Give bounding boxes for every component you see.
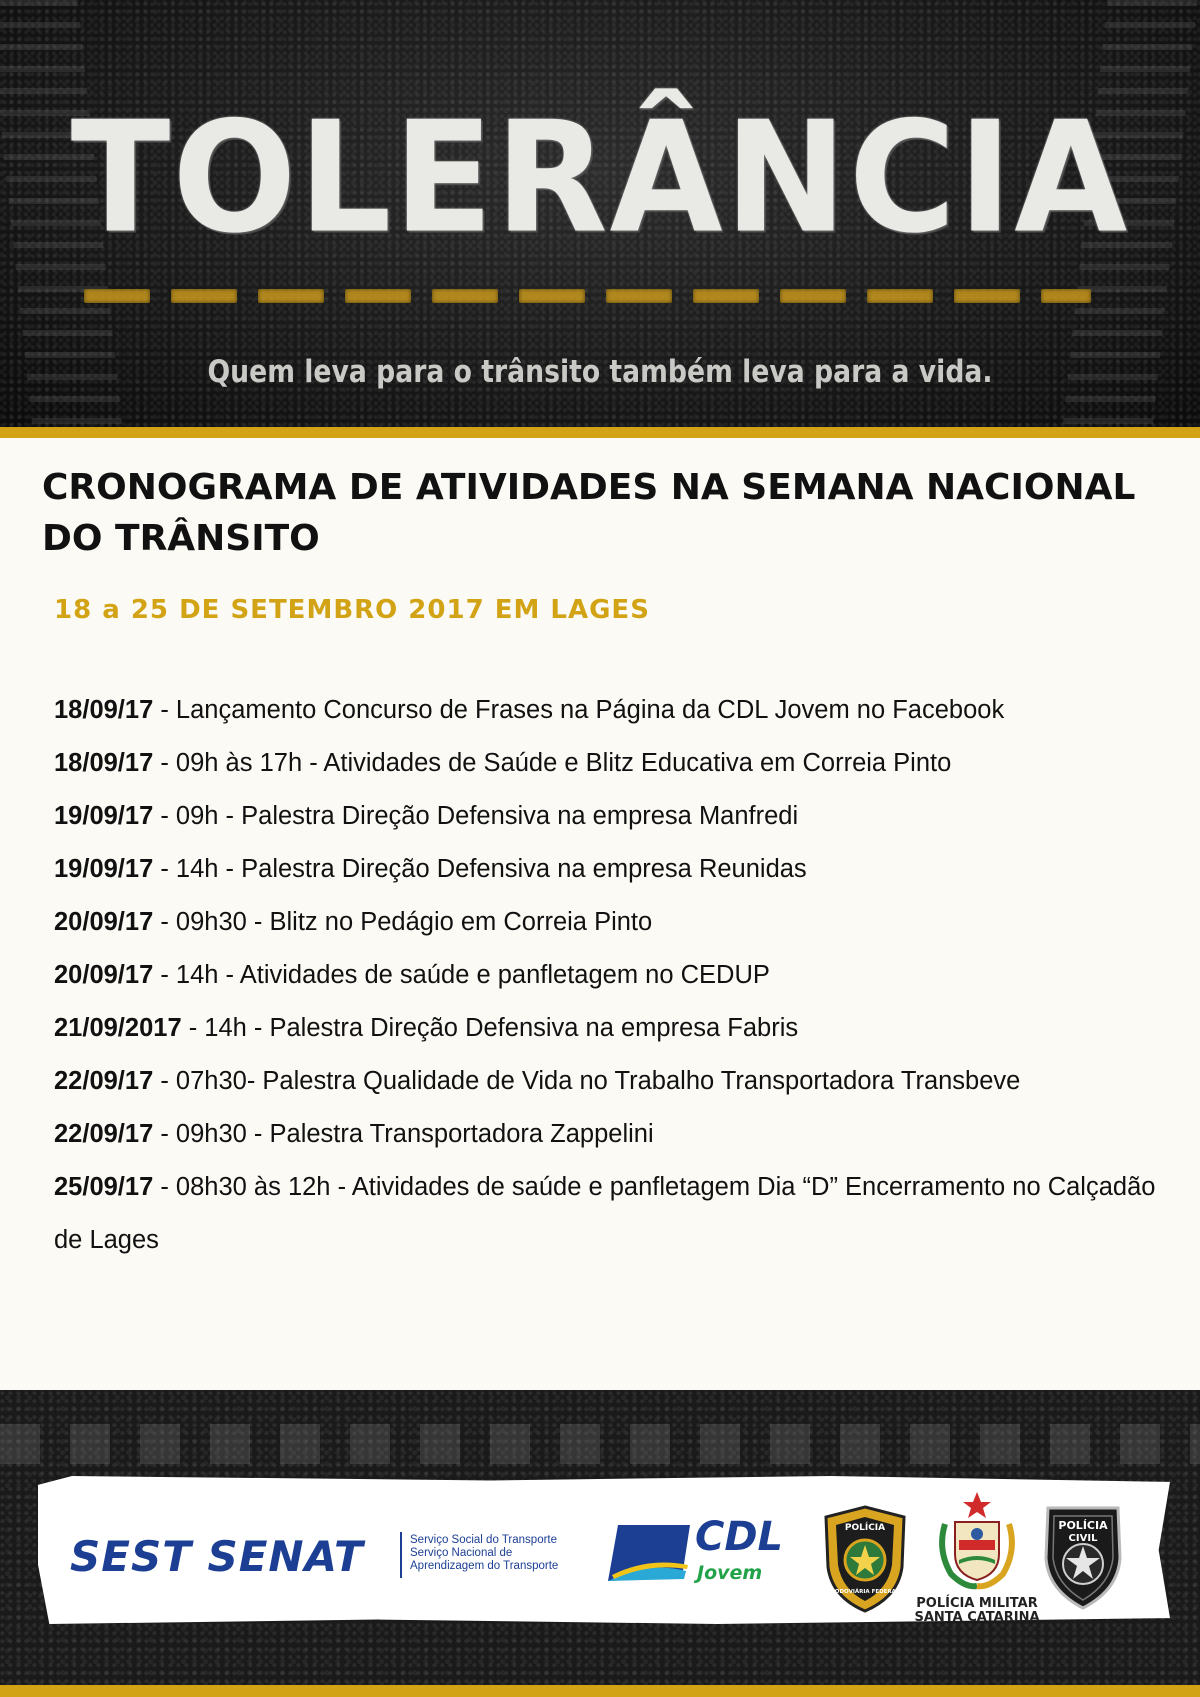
- event-item: [54, 1108, 1164, 1161]
- event-text: - 14h - Palestra Direção Defensiva na empresa Fabris: [181, 1014, 799, 1042]
- event-item: [54, 843, 1164, 896]
- event-date: 18/09/17: [54, 749, 154, 777]
- sest-line-2: Serviço Nacional de: [410, 1547, 513, 1559]
- main-title: TOLERÂNCIA: [70, 88, 1130, 268]
- pm-sc-coat-of-arms-icon: [935, 1490, 1019, 1596]
- pc-line-1: POLÍCIA: [1058, 1519, 1108, 1532]
- pm-line-1: POLÍCIA MILITAR: [916, 1596, 1038, 1611]
- header-banner: [0, 0, 1200, 427]
- pm-line-2: SANTA CATARINA: [914, 1610, 1040, 1625]
- event-date: 25/09/17: [54, 1173, 154, 1201]
- sest-senat-divider: [400, 1532, 402, 1578]
- sest-line-3: Aprendizagem do Transporte: [410, 1560, 559, 1572]
- event-text: - 09h30 - Blitz no Pedágio em Correia Pinto: [153, 908, 653, 936]
- event-date: 19/09/17: [54, 802, 154, 830]
- pm-sc-caption: [912, 1597, 1042, 1625]
- event-text: - 09h às 17h - Atividades de Saúde e Blitz Educativa em Correia Pinto: [153, 749, 952, 777]
- pc-line-2: CIVIL: [1068, 1533, 1098, 1544]
- event-date: 21/09/2017: [54, 1014, 182, 1042]
- event-item: [54, 1055, 1164, 1108]
- event-date: 20/09/17: [54, 961, 154, 989]
- event-item: [54, 790, 1164, 843]
- cdl-logo-text: CDL: [695, 1514, 784, 1560]
- sest-senat-description: [410, 1534, 558, 1573]
- gold-divider: [0, 427, 1200, 438]
- tire-tread-band: [0, 1424, 1200, 1464]
- cdl-jovem-text: Jovem: [697, 1562, 763, 1584]
- event-text: - 14h - Atividades de saúde e panfletagem no CEDUP: [153, 961, 770, 989]
- gold-bottom-strip: [0, 1685, 1200, 1697]
- prf-bottom-text: RODOVIÁRIA FEDERAL: [830, 1589, 900, 1595]
- event-item: [54, 684, 1164, 737]
- schedule-subtitle: 18 a 25 DE SETEMBRO 2017 EM LAGES: [54, 595, 650, 625]
- schedule-title: CRONOGRAMA DE ATIVIDADES NA SEMANA NACIONAL DO TRÂNSITO: [42, 467, 1136, 559]
- event-text: - 14h - Palestra Direção Defensiva na empresa Reunidas: [153, 855, 807, 883]
- event-item: [54, 737, 1164, 790]
- event-text: - 09h - Palestra Direção Defensiva na empresa Manfredi: [153, 802, 799, 830]
- event-date: 20/09/17: [54, 908, 154, 936]
- event-list: [54, 684, 1164, 1267]
- event-item: [54, 896, 1164, 949]
- event-text: - 07h30- Palestra Qualidade de Vida no Trabalho Transportadora Transbeve: [153, 1067, 1021, 1095]
- event-text: - Lançamento Concurso de Frases na Página da CDL Jovem no Facebook: [153, 696, 1005, 724]
- event-item: [54, 1161, 1164, 1267]
- event-item: [54, 949, 1164, 1002]
- event-date: 18/09/17: [54, 696, 154, 724]
- event-text: - 09h30 - Palestra Transportadora Zappelini: [153, 1120, 654, 1148]
- event-date: 22/09/17: [54, 1067, 154, 1095]
- cdl-swoosh-icon: [608, 1521, 690, 1583]
- sest-senat-logo: SEST SENAT: [70, 1532, 364, 1581]
- event-date: 22/09/17: [54, 1120, 154, 1148]
- prf-shield-icon: [822, 1505, 908, 1615]
- event-text: - 08h30 às 12h - Atividades de saúde e panfletagem Dia “D” Encerramento no Calçadão de Lages: [54, 1173, 1156, 1254]
- sest-line-1: Serviço Social do Transporte: [410, 1534, 558, 1546]
- road-lane-dashes: [84, 289, 1114, 307]
- tagline: Quem leva para o trânsito também leva para a vida.: [207, 354, 993, 390]
- prf-top-text: POLÍCIA: [844, 1523, 886, 1533]
- event-item: [54, 1002, 1164, 1055]
- policia-civil-badge-icon: [1040, 1500, 1126, 1612]
- event-date: 19/09/17: [54, 855, 154, 883]
